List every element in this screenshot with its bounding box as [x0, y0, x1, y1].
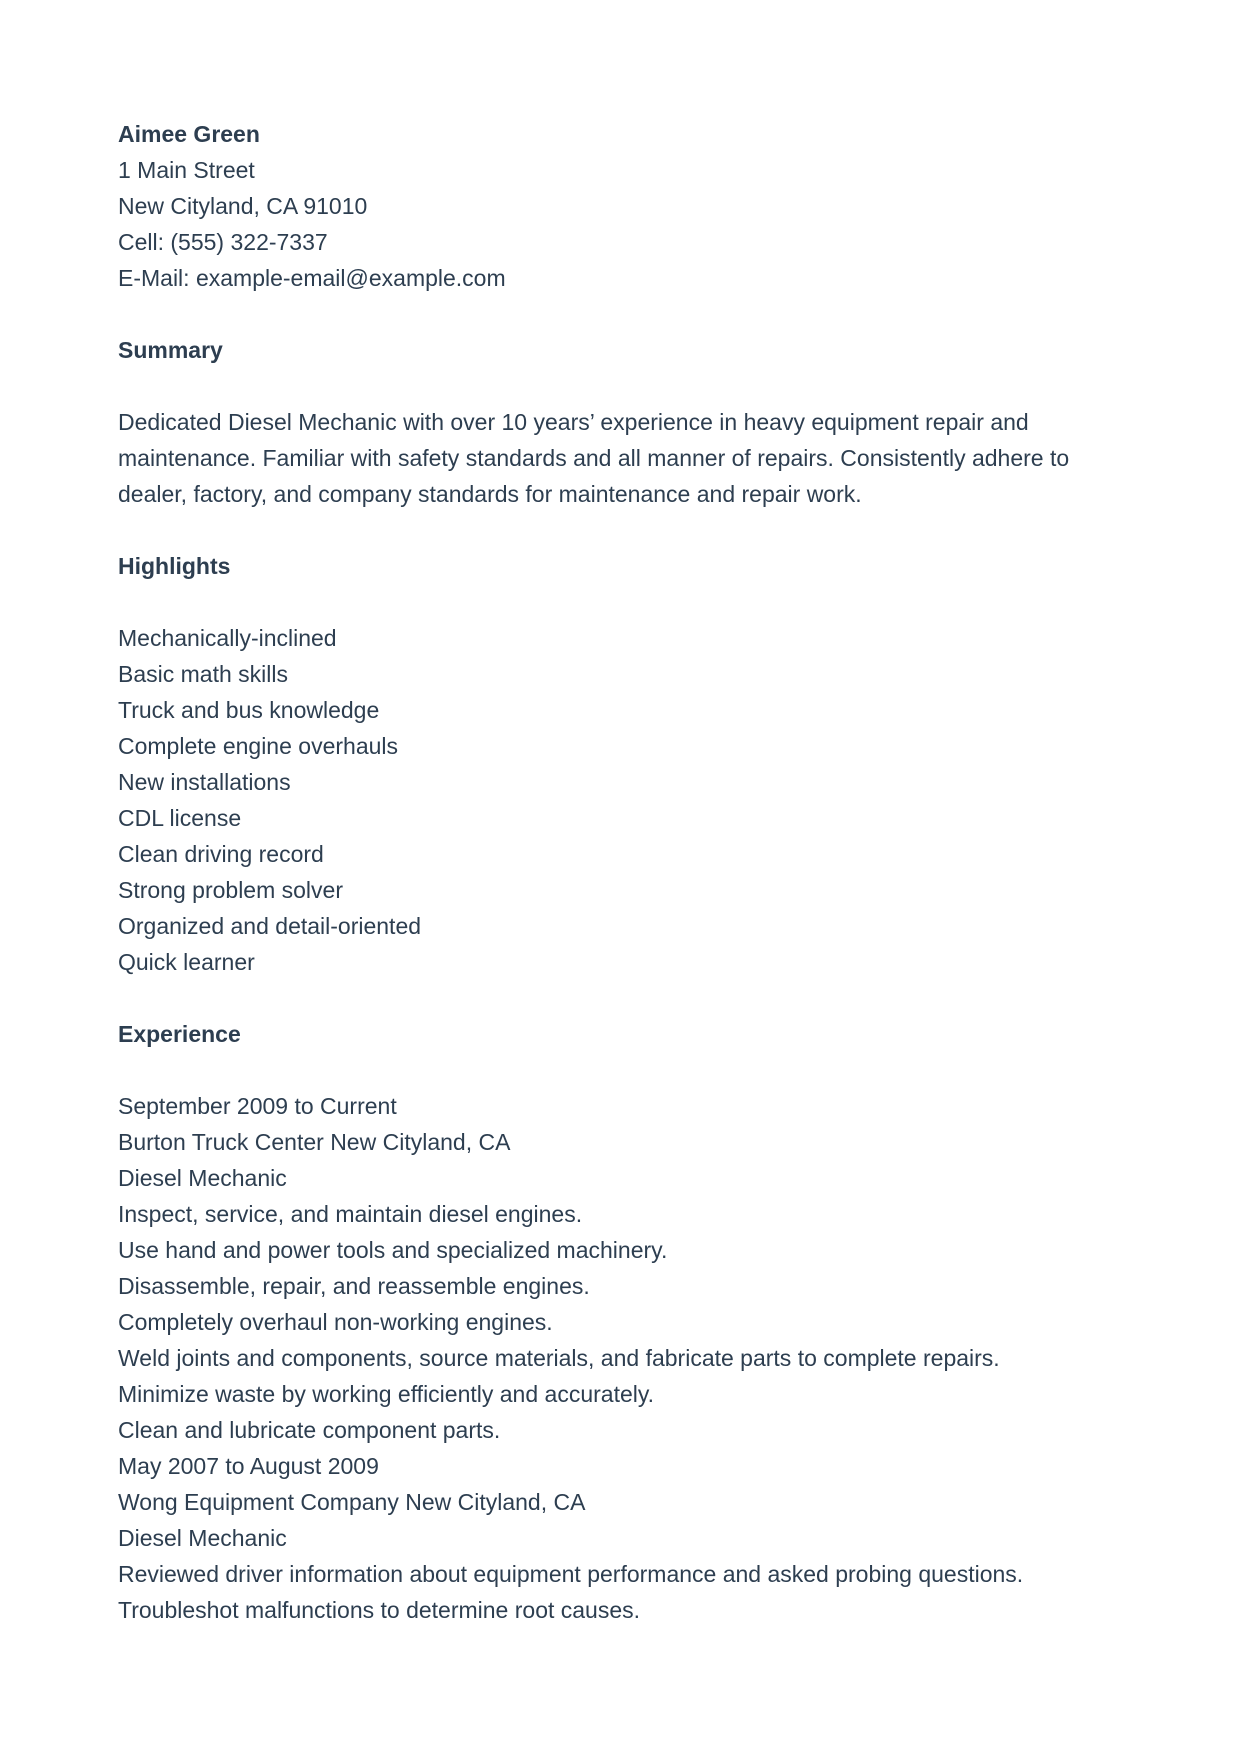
contact-block: [118, 116, 1128, 296]
highlight-item: CDL license: [118, 805, 242, 831]
job-duty: Clean and lubricate component parts.: [118, 1417, 501, 1443]
job-duty: Weld joints and components, source materials, and fabricate parts to complete repairs.: [118, 1345, 1000, 1371]
spacer: [118, 368, 1128, 404]
contact-street: 1 Main Street: [118, 157, 255, 183]
contact-name: Aimee Green: [118, 121, 260, 147]
spacer: [118, 584, 1128, 620]
highlight-item: Organized and detail-oriented: [118, 913, 422, 939]
highlights-section: [118, 548, 1128, 980]
job-title: Diesel Mechanic: [118, 1525, 287, 1551]
spacer: [118, 980, 1128, 1016]
job-title: Diesel Mechanic: [118, 1165, 287, 1191]
spacer: [118, 296, 1128, 332]
job-dates: September 2009 to Current: [118, 1093, 397, 1119]
experience-section: [118, 1016, 1128, 1628]
highlight-item: Mechanically-inclined: [118, 625, 337, 651]
highlight-item: Truck and bus knowledge: [118, 697, 380, 723]
summary-line: dealer, factory, and company standards for maintenance and repair work.: [118, 481, 862, 507]
highlight-item: Quick learner: [118, 949, 255, 975]
job-duty: Completely overhaul non-working engines.: [118, 1309, 553, 1335]
summary-heading: Summary: [118, 337, 223, 363]
job-employer: Burton Truck Center New Cityland, CA: [118, 1129, 511, 1155]
highlight-item: Complete engine overhauls: [118, 733, 399, 759]
contact-email: E-Mail: example-email@example.com: [118, 265, 506, 291]
highlight-item: Basic math skills: [118, 661, 288, 687]
highlight-item: New installations: [118, 769, 291, 795]
highlight-item: Clean driving record: [118, 841, 324, 867]
job-duty: Troubleshot malfunctions to determine root causes.: [118, 1597, 641, 1623]
job-duty: Minimize waste by working efficiently and accurately.: [118, 1381, 655, 1407]
job-duty: Inspect, service, and maintain diesel engines.: [118, 1201, 583, 1227]
job-duty: Use hand and power tools and specialized machinery.: [118, 1237, 668, 1263]
experience-heading: Experience: [118, 1021, 241, 1047]
job-duty: Reviewed driver information about equipment performance and asked probing questions.: [118, 1561, 1024, 1587]
job-employer: Wong Equipment Company New Cityland, CA: [118, 1489, 586, 1515]
resume-document: [118, 116, 1128, 1628]
summary-line: maintenance. Familiar with safety standards and all manner of repairs. Consistently adhere to: [118, 445, 1070, 471]
summary-line: Dedicated Diesel Mechanic with over 10 years’ experience in heavy equipment repair and: [118, 409, 1029, 435]
summary-section: [118, 332, 1128, 512]
spacer: [118, 1052, 1128, 1088]
highlight-item: Strong problem solver: [118, 877, 343, 903]
contact-city: New Cityland, CA 91010: [118, 193, 368, 219]
job-dates: May 2007 to August 2009: [118, 1453, 379, 1479]
highlights-heading: Highlights: [118, 553, 231, 579]
job-duty: Disassemble, repair, and reassemble engines.: [118, 1273, 590, 1299]
contact-cell: Cell: (555) 322-7337: [118, 229, 328, 255]
spacer: [118, 512, 1128, 548]
